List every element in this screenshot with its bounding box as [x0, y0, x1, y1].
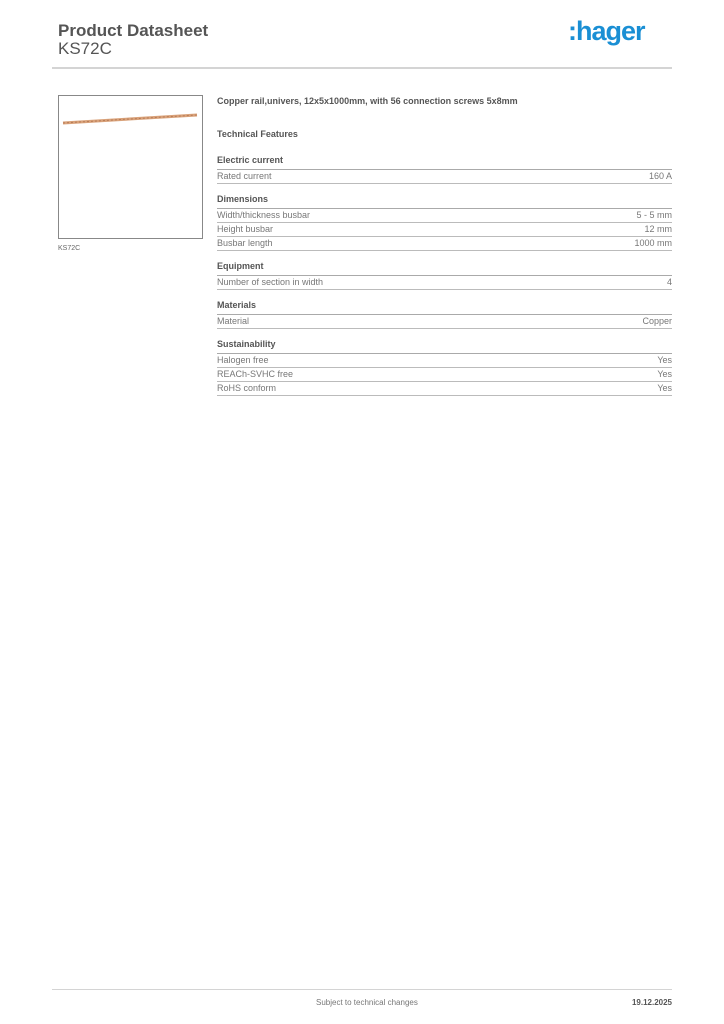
spec-value: 1000 mm	[634, 238, 672, 248]
spec-row	[217, 382, 672, 396]
section-heading: Equipment	[217, 261, 672, 276]
spec-row	[217, 315, 672, 329]
footer-divider	[52, 989, 672, 990]
spec-row	[217, 354, 672, 368]
spec-row	[217, 170, 672, 184]
spec-label: RoHS conform	[217, 383, 277, 393]
spec-value: Yes	[657, 383, 672, 393]
spec-section	[217, 339, 672, 396]
technical-features-heading: Technical Features	[217, 129, 298, 139]
spec-row	[217, 209, 672, 223]
spec-row	[217, 223, 672, 237]
header-divider	[52, 67, 672, 69]
spec-value: Yes	[657, 369, 672, 379]
spec-value: 5 - 5 mm	[636, 210, 672, 220]
page-title: Product Datasheet	[58, 21, 209, 40]
spec-row	[217, 237, 672, 251]
section-heading: Materials	[217, 300, 672, 315]
spec-label: Halogen free	[217, 355, 269, 365]
spec-section	[217, 261, 672, 290]
spec-value: Yes	[657, 355, 672, 365]
spec-value: 160 A	[648, 171, 672, 181]
spec-label: Material	[217, 316, 250, 326]
image-caption: KS72C	[58, 245, 81, 252]
spec-value: 12 mm	[644, 224, 672, 234]
spec-value: 4	[666, 277, 672, 287]
copper-rail-image	[59, 96, 202, 238]
product-image	[58, 95, 203, 239]
footer-date: 19.12.2025	[631, 998, 672, 1007]
spec-section	[217, 300, 672, 329]
section-heading: Electric current	[217, 155, 672, 170]
spec-value: Copper	[642, 316, 672, 326]
spec-section	[217, 155, 672, 184]
product-description: Copper rail,univers, 12x5x1000mm, with 56 connection screws 5x8mm	[217, 96, 518, 106]
product-code: KS72C	[58, 39, 112, 58]
spec-label: Rated current	[217, 171, 272, 181]
spec-section	[217, 194, 672, 251]
hager-logo: :hager	[568, 16, 645, 46]
spec-label: Busbar length	[217, 238, 273, 248]
spec-label: Width/thickness busbar	[217, 210, 311, 220]
spec-row	[217, 276, 672, 290]
section-heading: Dimensions	[217, 194, 672, 209]
spec-row	[217, 368, 672, 382]
section-heading: Sustainability	[217, 339, 672, 354]
spec-label: Height busbar	[217, 224, 274, 234]
spec-label: Number of section in width	[217, 277, 324, 287]
footer-note: Subject to technical changes	[316, 998, 418, 1007]
spec-column	[217, 96, 672, 406]
spec-label: REACh-SVHC free	[217, 369, 294, 379]
